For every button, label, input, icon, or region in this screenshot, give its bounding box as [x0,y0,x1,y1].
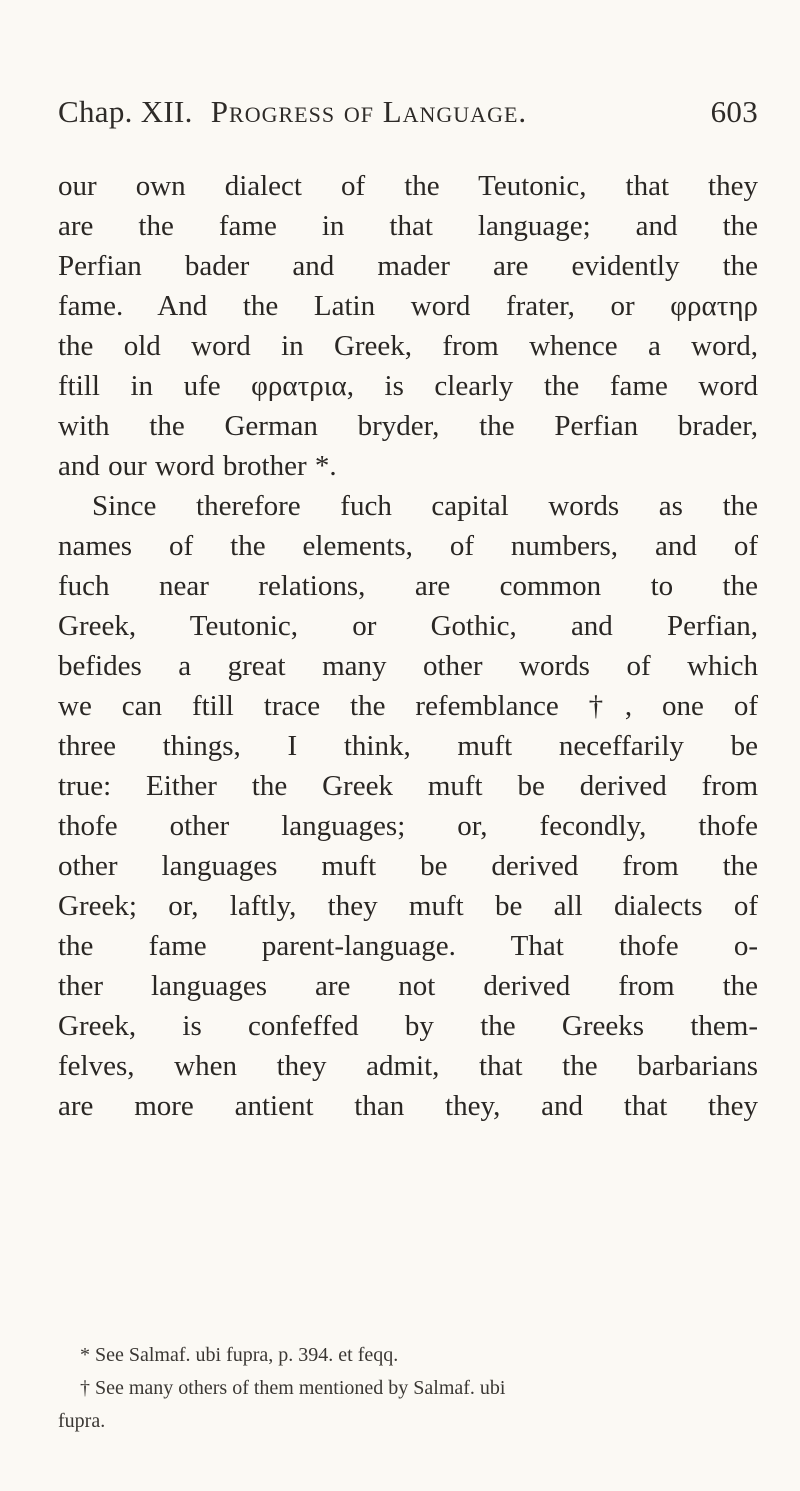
text-line: the fame parent-language. That thofe o- [58,930,758,962]
text-line: other languages muft be derived from the [58,850,758,882]
footnote-2: † See many others of them mentioned by Salmaf. ubi [80,1377,506,1399]
page-number: 603 [710,94,758,129]
running-title: Progress of Language. [210,94,528,129]
text-line: the old word in Greek, from whence a word, [58,330,758,362]
chapter-label: Chap. XII. [58,94,193,129]
text-line: names of the elements, of numbers, and of [58,530,758,562]
footnote-1: * See Salmaf. ubi fupra, p. 394. et feqq. [80,1344,399,1366]
text-line: we can ftill trace the refemblance †, one of [58,690,758,722]
text-line: ther languages are not derived from the [58,970,758,1002]
body-text [58,166,758,1126]
text-line: three things, I think, muft neceffarily be [58,730,758,762]
text-line: fuch near relations, are common to the [58,570,758,602]
text-line: and our word brother *. [58,450,337,482]
footnotes [58,1339,758,1438]
text-line: befides a great many other words of which [58,650,758,682]
text-line: Greek, Teutonic, or Gothic, and Perfian, [58,610,758,642]
text-line: thofe other languages; or, fecondly, thofe [58,810,758,842]
text-line: ftill in ufe φρατρια, is clearly the fame word [58,370,758,402]
text-line: Greek; or, laftly, they muft be all dialects of [58,890,758,922]
text-line: our own dialect of the Teutonic, that they [58,170,758,202]
text-line: felves, when they admit, that the barbarians [58,1050,758,1082]
text-line: Greek, is confeffed by the Greeks them- [58,1010,758,1042]
text-line: Perfian bader and mader are evidently the [58,250,758,282]
text-line: are more antient than they, and that they [58,1090,758,1122]
text-line: fame. And the Latin word frater, or φρατηρ [58,290,758,322]
running-header [58,94,758,144]
text-line: Since therefore fuch capital words as the [92,490,758,522]
text-line: with the German bryder, the Perfian brader, [58,410,758,442]
footnote-2-continuation: fupra. [58,1410,106,1432]
text-line: are the fame in that language; and the [58,210,758,242]
text-line: true: Either the Greek muft be derived from [58,770,758,802]
